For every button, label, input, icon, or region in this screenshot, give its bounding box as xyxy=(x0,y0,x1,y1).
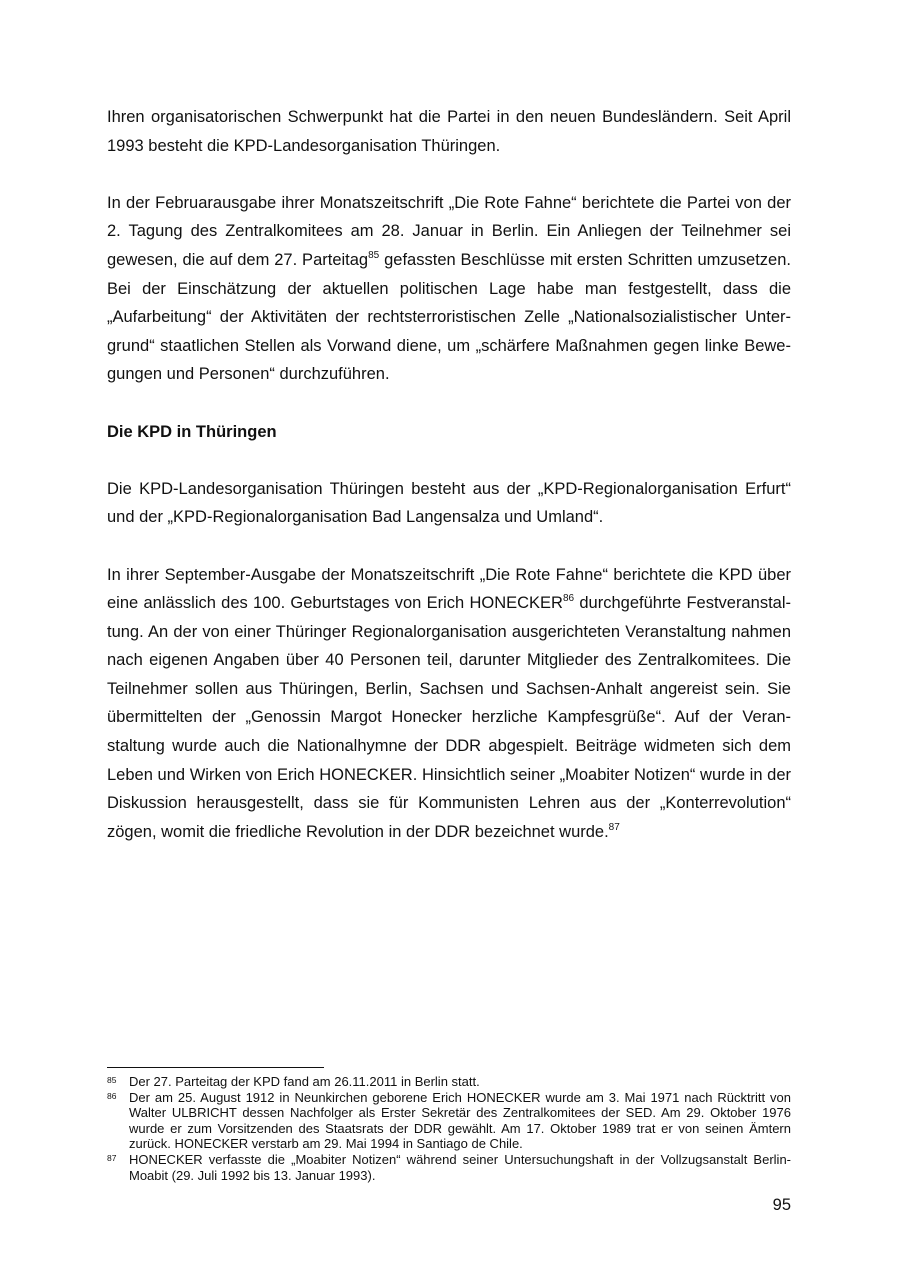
footnote-ref-87: 87 xyxy=(608,821,620,833)
footnote-text: Der am 25. August 1912 in Neunkirchen geborene Erich HONECKER wurde am 3. Mai 1971 nach Rücktritt von Walter ULBRICHT dessen Nachfolger als Erster Sekretär des Zentralkomitees der SED. Am 29. Oktober 1976 wurde er zum Vorsitzenden des Staatsrats der DDR gewählt. Am 17. Oktober 1989 trat er von seinen Ämtern zurück. HONECKER verstarb am 29. Mai 1994 in Santiago de Chile. xyxy=(129,1089,791,1152)
paragraph-4-text-a: In ihrer September-Ausgabe der Monatszeitschrift „Die Rote Fahne“ berichtete die KPD über eine anlässlich des 100. Geburtstages von Erich HONECKER xyxy=(107,565,791,613)
footnote-87 xyxy=(107,1152,791,1183)
paragraph-4-text-b: durchgeführte Festveranstaltung. An der von einer Thüringer Regionalorganisation ausgerichteten Veranstaltung nahmen nach eigenen Angaben über 40 Personen teil, darunter Mitglieder des Zentralkomitees. Die Teilnehmer sollen aus Thüringen, Berlin, Sachsen und Sachsen-Anhalt angereist sein. Sie übermittelten der „Genossin Margot Honecker herzliche Kampfesgrüße“. Auf der Veranstaltung wurde auch die Nationalhymne der DDR abgespielt. Beiträge widmeten sich dem Leben und Wirken von Erich HONECKER. Hinsichtlich seiner „Moabiter Notizen“ wurde in der Diskussion herausgestellt, dass sie für Kommunisten Lehren aus der „Konterrevolution“ zögen, womit die friedliche Revolution in der DDR bezeichnet wurde. xyxy=(107,594,791,841)
paragraph-2-text-a: In der Februarausgabe ihrer Monatszeitschrift „Die Rote Fahne“ berichtete die Partei von der 2. Tagung des Zentralkomitees am 28. Januar in Berlin. Ein Anliegen der Teilnehmer sei gewesen, die auf dem 27. Parteitag xyxy=(107,193,791,269)
paragraph-1: Ihren organisatorischen Schwerpunkt hat die Partei in den neuen Bundesländern. Seit April 1993 besteht die KPD-Landesorganisation Thüringen. xyxy=(107,108,791,155)
footnote-number: 85 xyxy=(107,1075,117,1085)
footnote-86 xyxy=(107,1090,791,1152)
footnote-text: HONECKER verfasste die „Moabiter Notizen“ während seiner Untersuchungshaft in der Vollzugsanstalt Berlin-Moabit (29. Juli 1992 bis 13. Januar 1993). xyxy=(129,1151,791,1183)
footnote-number: 86 xyxy=(107,1090,117,1101)
footnote-separator xyxy=(107,1067,324,1068)
document-body xyxy=(107,103,791,875)
paragraph-3: Die KPD-Landesorganisation Thüringen besteht aus der „KPD-Regionalorganisation Erfurt“ und der „KPD-Regionalorganisation Bad Langensalza und Umland“. xyxy=(107,479,791,527)
footnote-text: Der 27. Parteitag der KPD fand am 26.11.2011 in Berlin statt. xyxy=(129,1074,480,1089)
paragraph-4 xyxy=(107,561,791,847)
footnotes xyxy=(107,1074,791,1183)
section-heading: Die KPD in Thüringen xyxy=(107,422,277,441)
footnote-ref-86: 86 xyxy=(562,593,575,605)
footnote-number: 87 xyxy=(107,1152,117,1163)
page-number: 95 xyxy=(772,1196,791,1214)
paragraph-2 xyxy=(107,189,791,389)
paragraph-2-text-b: gefassten Beschlüsse mit ersten Schritten umzusetzen. Bei der Einschätzung der aktuellen politischen Lage habe man festgestellt, dass die „Aufarbeitung“ der Aktivitäten der rechtsterroristischen Zelle „Nationalsozialistischer Untergrund“ staatlichen Stellen als Vorwand diene, um „schärfere Maßnahmen gegen linke Bewegungen und Personen“ durchzuführen. xyxy=(107,250,791,384)
footnote-85 xyxy=(107,1074,791,1090)
footnote-ref-85: 85 xyxy=(368,249,380,261)
